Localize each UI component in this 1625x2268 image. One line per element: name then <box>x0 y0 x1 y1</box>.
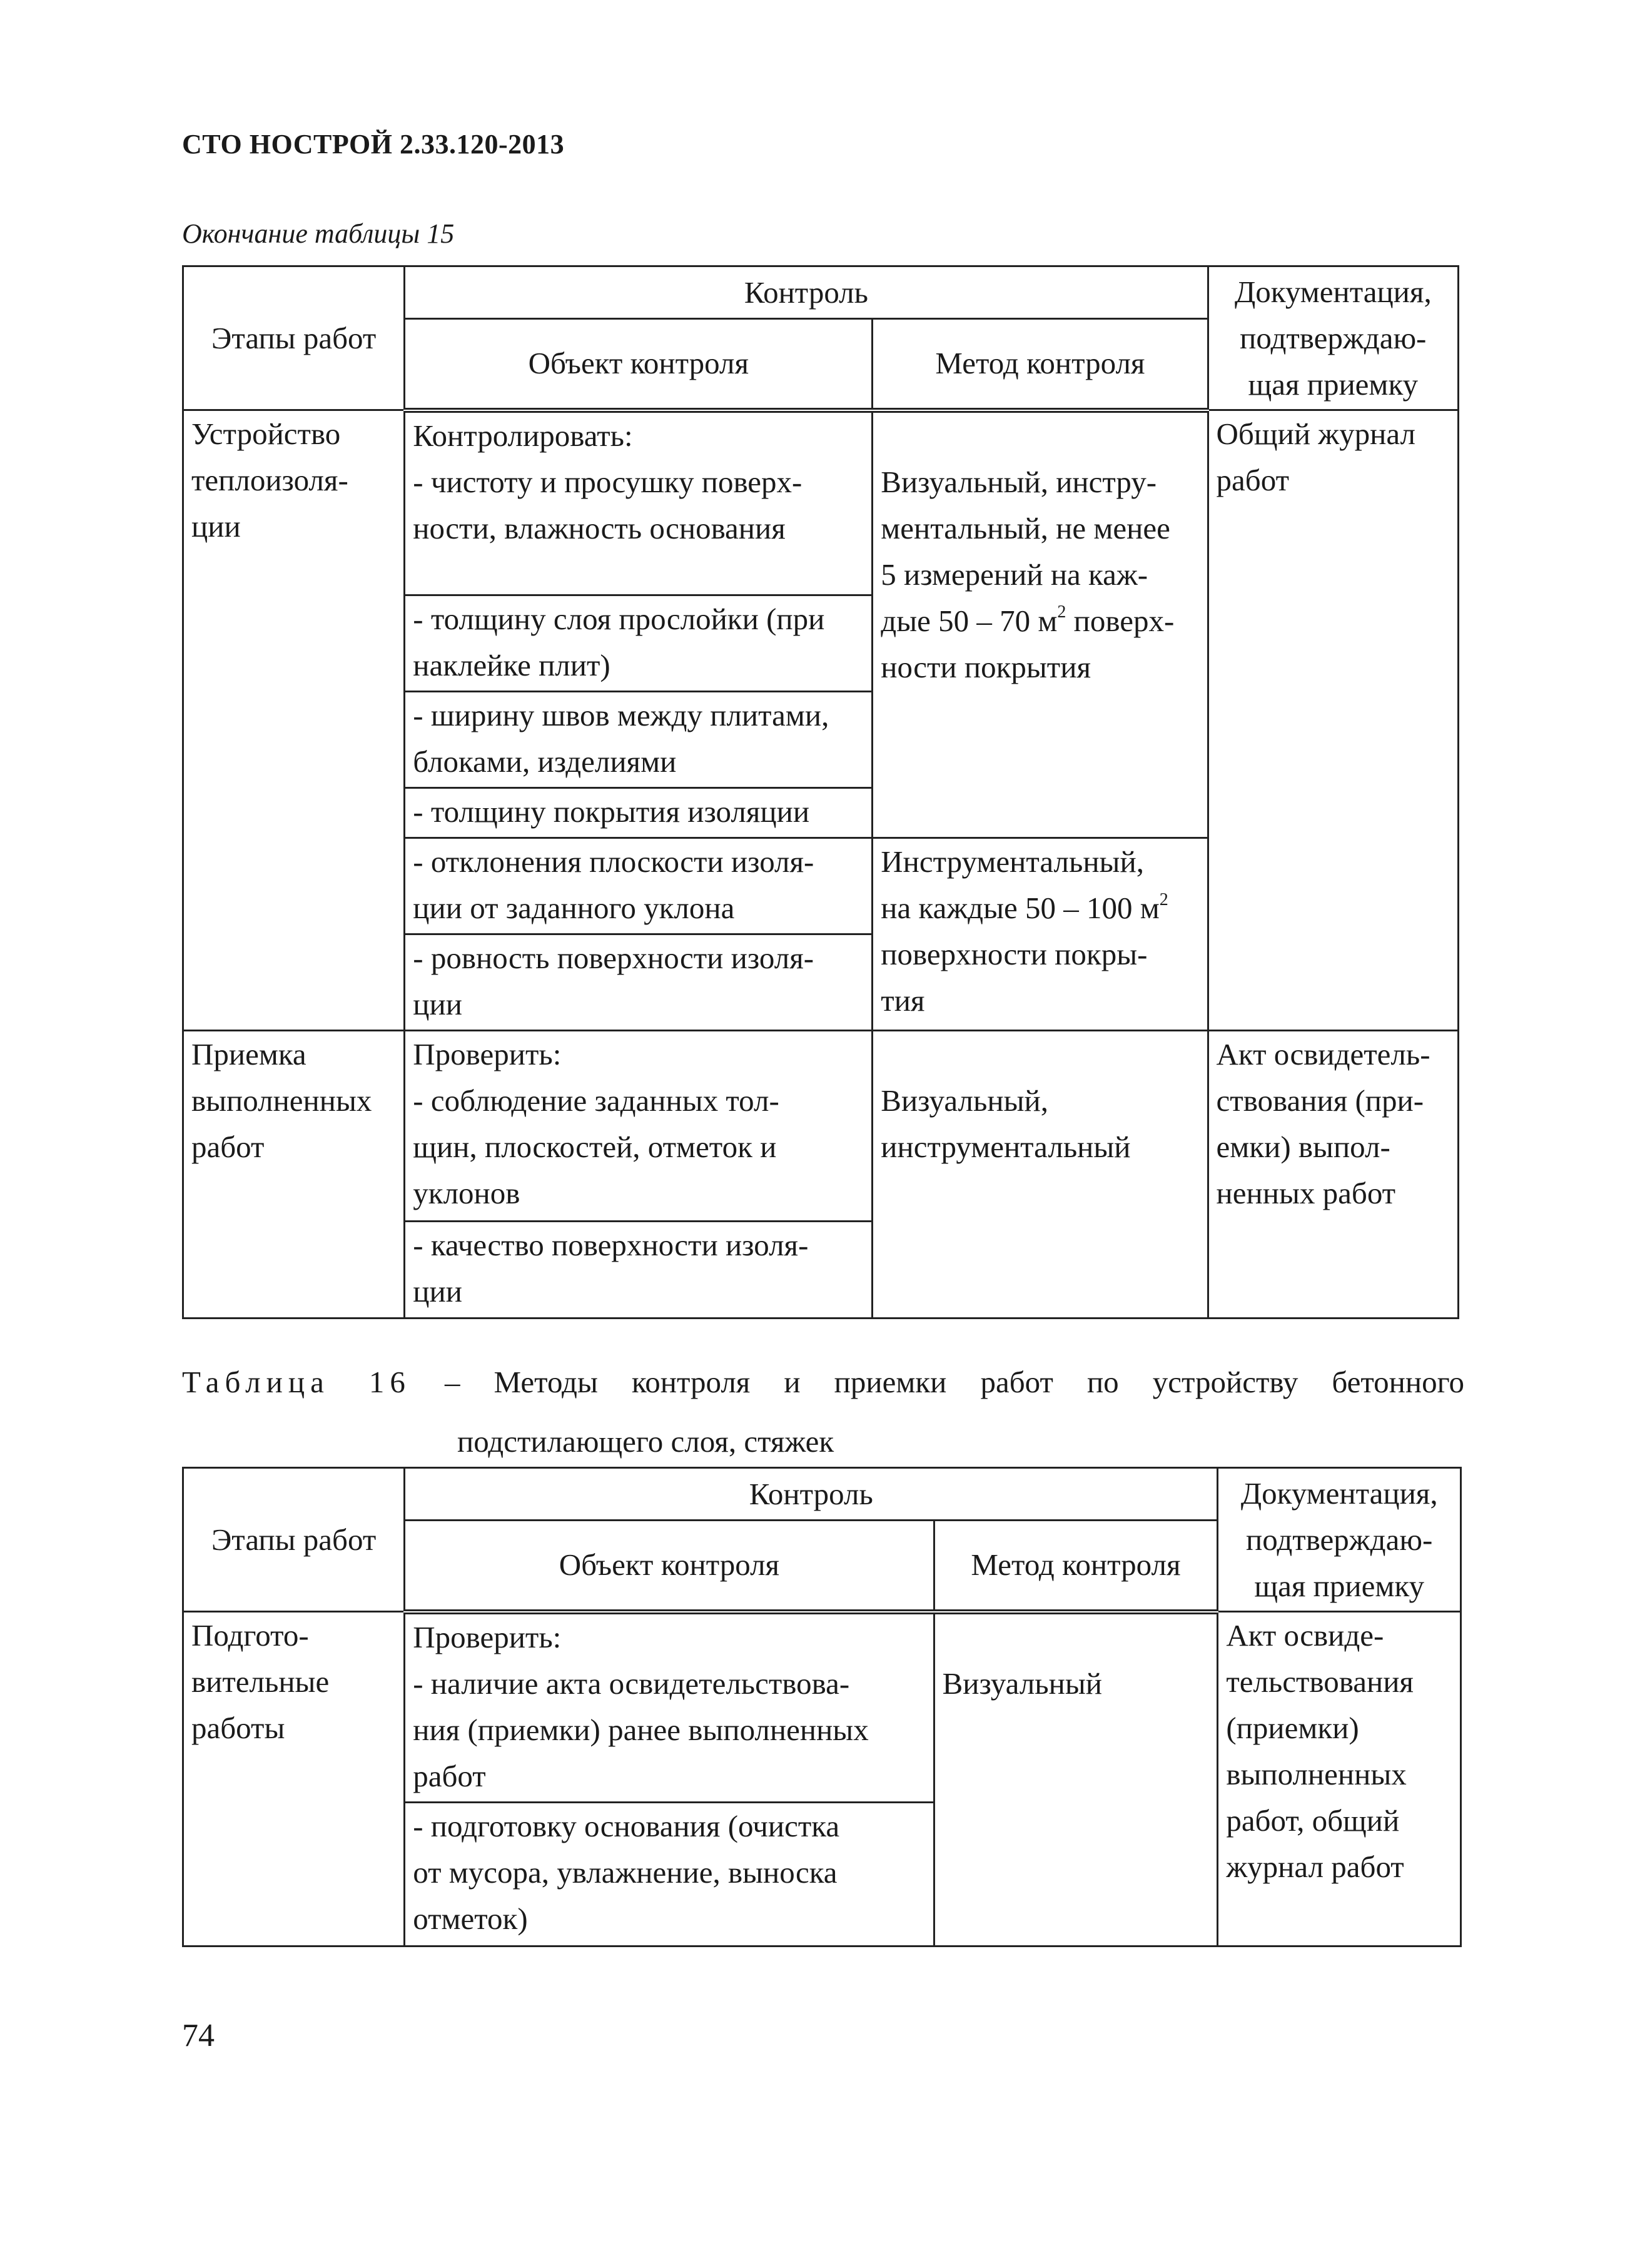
table-16-title-line: подстилающего слоя, стяжек <box>457 1424 834 1459</box>
table-16-title-text: Методы контроля и приемки работ по устройству бетонного <box>494 1365 1465 1399</box>
method-text: на каждые 50 – 100 м <box>881 891 1160 925</box>
table-15-continuation-caption: Окончание таблицы 15 <box>182 218 455 249</box>
header-stages: Этапы работ <box>183 266 405 410</box>
document-code-header: СТО НОСТРОЙ 2.33.120-2013 <box>182 129 565 159</box>
object-line: блоками, изделиями <box>413 744 677 779</box>
control-object-cell <box>405 788 873 838</box>
documentation-cell <box>1218 1612 1461 1947</box>
documentation-cell <box>1208 410 1458 1031</box>
stage-cell <box>183 1612 405 1947</box>
documentation-line: тельствования <box>1226 1664 1414 1699</box>
control-object-cell <box>405 934 873 1031</box>
control-method-cell <box>873 838 1208 1031</box>
control-object-cell <box>405 410 873 595</box>
table-16-label: Таблица 16 <box>182 1365 411 1399</box>
object-line: ции <box>413 987 462 1021</box>
superscript-2: 2 <box>1057 602 1066 622</box>
documentation-line: (приемки) <box>1226 1711 1359 1745</box>
object-line: - толщину слоя прослойки (при <box>413 602 825 636</box>
control-method-cell <box>934 1612 1218 1947</box>
method-line: Инструментальный, <box>881 844 1144 879</box>
method-line: ности покрытия <box>881 649 1091 684</box>
control-object-cell <box>405 1612 934 1803</box>
object-line: отметок) <box>413 1901 528 1936</box>
header-documentation-line: Документация, <box>1234 274 1432 309</box>
method-text: поверх- <box>1073 603 1175 638</box>
stage-cell <box>183 410 405 1031</box>
object-line: работ <box>413 1758 486 1793</box>
method-line: Визуальный, инстру- <box>881 464 1157 499</box>
table-16 <box>182 1467 1462 1947</box>
object-line: Проверить: <box>413 1619 562 1654</box>
stage-line: Приемка <box>191 1037 306 1071</box>
control-object-cell <box>405 692 873 788</box>
documentation-cell <box>1208 1031 1458 1319</box>
stage-line: работы <box>191 1711 285 1745</box>
method-text: дые 50 – 70 м <box>881 603 1058 638</box>
documentation-line: работ, общий <box>1226 1803 1400 1838</box>
header-documentation-line: Документация, <box>1240 1476 1438 1511</box>
documentation-line: ненных работ <box>1216 1176 1396 1210</box>
documentation-line: ствования (при- <box>1216 1083 1424 1118</box>
object-line: - подготовку основания (очистка <box>413 1809 840 1843</box>
stage-line: теплоизоля- <box>191 463 348 497</box>
object-line: - ровность поверхности изоля- <box>413 941 814 975</box>
table-16-title-line <box>182 1352 1464 1412</box>
header-control-object: Объект контроля <box>405 319 873 410</box>
documentation-line: емки) выпол- <box>1216 1130 1390 1164</box>
object-line: ния (приемки) ранее выполненных <box>413 1712 869 1747</box>
object-line: ности, влажность основания <box>413 510 786 545</box>
object-line: ции <box>413 1274 462 1309</box>
method-line: тия <box>881 983 925 1018</box>
header-control-method: Метод контроля <box>873 319 1208 410</box>
object-line: ции от заданного уклона <box>413 891 735 925</box>
documentation-line: выполненных <box>1226 1757 1407 1791</box>
control-object-cell <box>405 1803 934 1947</box>
control-object-cell <box>405 1222 873 1319</box>
stage-line: Подгото- <box>191 1618 309 1653</box>
object-line: - качество поверхности изоля- <box>413 1228 809 1262</box>
method-line <box>881 885 1199 931</box>
object-line: от мусора, увлажнение, выноска <box>413 1855 838 1890</box>
header-control-method: Метод контроля <box>934 1521 1218 1612</box>
header-documentation-line: щая приемку <box>1254 1568 1424 1603</box>
header-documentation <box>1208 266 1458 410</box>
method-line: 5 измерений на каж- <box>881 557 1148 592</box>
control-method-cell <box>873 410 1208 838</box>
object-line: - ширину швов между плитами, <box>413 698 829 732</box>
control-method-cell <box>873 1031 1208 1319</box>
documentation-line: Акт освиде- <box>1226 1618 1384 1653</box>
documentation-line: журнал работ <box>1226 1850 1404 1884</box>
table-16-title <box>182 1352 1464 1471</box>
header-control-object: Объект контроля <box>405 1521 934 1612</box>
object-line: - толщину покрытия изоляции <box>413 794 810 829</box>
method-line: инструментальный <box>881 1130 1131 1164</box>
title-dash: – <box>444 1365 460 1399</box>
method-line <box>881 598 1199 644</box>
object-line: - отклонения плоскости изоля- <box>413 844 814 879</box>
object-line: - чистоту и просушку поверх- <box>413 464 802 499</box>
method-line: Визуальный <box>942 1666 1102 1701</box>
documentation-line: Общий журнал <box>1216 417 1415 451</box>
header-documentation-line: подтверждаю- <box>1240 320 1427 355</box>
control-object-cell <box>405 838 873 934</box>
superscript-2: 2 <box>1159 889 1168 909</box>
header-documentation-line: щая приемку <box>1248 367 1419 402</box>
stage-line: Устройство <box>191 417 341 451</box>
object-line: - наличие акта освидетельствова- <box>413 1666 850 1701</box>
header-control: Контроль <box>405 1468 1218 1521</box>
page-number: 74 <box>182 2018 215 2053</box>
object-line: Контролировать: <box>413 418 633 453</box>
documentation-line: Акт освидетель- <box>1216 1037 1430 1071</box>
table-15 <box>182 265 1459 1319</box>
stage-line: вительные <box>191 1664 330 1699</box>
control-object-cell <box>405 595 873 692</box>
stage-cell <box>183 1031 405 1319</box>
object-line: уклонов <box>413 1176 520 1210</box>
control-object-cell <box>405 1031 873 1222</box>
header-documentation <box>1218 1468 1461 1612</box>
object-line: щин, плоскостей, отметок и <box>413 1130 777 1164</box>
header-control: Контроль <box>405 266 1208 319</box>
stage-line: выполненных <box>191 1083 372 1118</box>
header-stages: Этапы работ <box>183 1468 405 1612</box>
object-line: наклейке плит) <box>413 648 610 682</box>
stage-line: работ <box>191 1130 265 1164</box>
method-line: Визуальный, <box>881 1083 1048 1118</box>
method-line: поверхности покры- <box>881 937 1148 971</box>
object-line: Проверить: <box>413 1037 562 1071</box>
object-line: - соблюдение заданных тол- <box>413 1083 779 1118</box>
method-line: ментальный, не менее <box>881 510 1170 545</box>
header-documentation-line: подтверждаю- <box>1246 1522 1433 1557</box>
stage-line: ции <box>191 509 241 544</box>
documentation-line: работ <box>1216 463 1289 497</box>
